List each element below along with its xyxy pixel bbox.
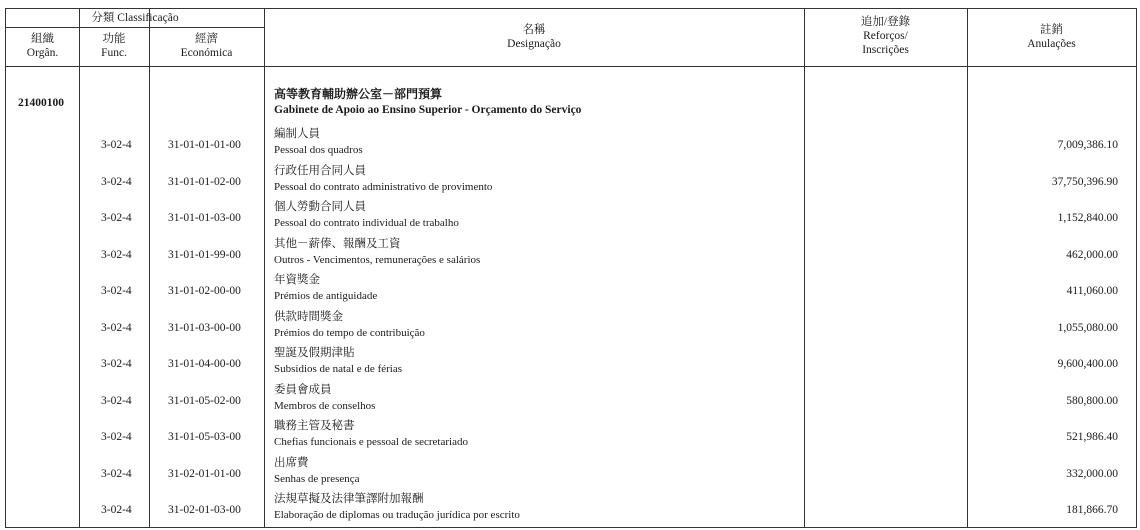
annulment-amount: 411,060.00 xyxy=(1066,285,1118,297)
designation-zh: 行政任用合同人員 xyxy=(274,163,366,177)
table-row xyxy=(6,381,1136,417)
table-row xyxy=(6,271,1136,307)
annulment-amount: 580,800.00 xyxy=(1066,395,1118,407)
table-row xyxy=(6,235,1136,271)
reinforcements-header-pt1: Reforços/ xyxy=(863,30,908,42)
func-code: 3-02-4 xyxy=(101,139,132,151)
designation-pt: Chefias funcionais e pessoal de secretariado xyxy=(274,436,468,448)
func-code: 3-02-4 xyxy=(101,431,132,443)
eco-code: 31-01-01-02-00 xyxy=(168,176,241,188)
annulment-amount: 9,600,400.00 xyxy=(1057,358,1118,370)
table-row xyxy=(6,344,1136,380)
func-code: 3-02-4 xyxy=(101,212,132,224)
designation-zh: 供款時間獎金 xyxy=(274,309,343,323)
eco-code: 31-01-01-99-00 xyxy=(168,249,241,261)
func-code: 3-02-4 xyxy=(101,322,132,334)
annulments-header-zh: 註銷 xyxy=(1040,24,1063,36)
reinforcements-header-pt2: Inscrições xyxy=(862,44,909,56)
designation-pt: Elaboração de diplomas ou tradução jurídica por escrito xyxy=(274,509,520,521)
eco-code: 31-01-03-00-00 xyxy=(168,322,241,334)
eco-code: 31-01-01-03-00 xyxy=(168,212,241,224)
designation-zh: 年資獎金 xyxy=(274,272,320,286)
table-row xyxy=(6,308,1136,344)
designation-pt: Prémios do tempo de contribuição xyxy=(274,327,425,339)
classification-zh: 分類 xyxy=(91,12,115,24)
annulments-header-pt: Anulações xyxy=(1027,38,1076,50)
reinforcements-header-zh: 追加/登錄 xyxy=(860,16,911,28)
organ-header xyxy=(6,32,79,60)
designation-zh: 編制人員 xyxy=(274,126,320,140)
designation-pt: Subsídios de natal e de férias xyxy=(274,363,402,375)
func-header-pt: Func. xyxy=(101,47,127,59)
designation-pt: Prémios de antiguidade xyxy=(274,290,378,302)
classification-pt: Classificação xyxy=(117,12,179,24)
designation-pt: Senhas de presença xyxy=(274,473,360,485)
designation-header-pt: Designação xyxy=(507,38,561,50)
func-code: 3-02-4 xyxy=(101,285,132,297)
annulment-amount: 332,000.00 xyxy=(1066,468,1118,480)
designation-zh: 出席費 xyxy=(274,455,309,469)
designation-pt: Membros de conselhos xyxy=(274,400,376,412)
func-code: 3-02-4 xyxy=(101,504,132,516)
organ-header-zh: 組織 xyxy=(31,33,54,45)
annulment-amount: 521,986.40 xyxy=(1066,431,1118,443)
eco-code: 31-01-05-03-00 xyxy=(168,431,241,443)
designation-zh: 聖誕及假期津貼 xyxy=(274,345,355,359)
classification-header xyxy=(6,11,264,25)
func-code: 3-02-4 xyxy=(101,176,132,188)
func-header-zh: 功能 xyxy=(102,33,126,45)
eco-code: 31-01-01-01-00 xyxy=(168,139,241,151)
section-title-zh: 高等教育輔助辦公室－部門預算 xyxy=(274,87,443,101)
eco-code: 31-01-02-00-00 xyxy=(168,285,241,297)
func-code: 3-02-4 xyxy=(101,395,132,407)
designation-pt: Pessoal do contrato individual de trabalho xyxy=(274,217,459,229)
annulment-amount: 1,055,080.00 xyxy=(1057,322,1118,334)
table-row xyxy=(6,198,1136,234)
designation-zh: 職務主管及秘書 xyxy=(274,418,355,432)
table-row xyxy=(6,454,1136,490)
eco-header xyxy=(149,32,264,60)
designation-header-zh: 名稱 xyxy=(522,24,546,36)
table-row xyxy=(6,125,1136,161)
header-bottom-line xyxy=(6,66,1136,67)
designation-pt: Pessoal dos quadros xyxy=(274,144,363,156)
annulment-amount: 462,000.00 xyxy=(1066,249,1118,261)
designation-zh: 法規草擬及法律筆譯附加報酬 xyxy=(274,491,424,505)
func-code: 3-02-4 xyxy=(101,468,132,480)
designation-zh: 委員會成員 xyxy=(274,382,332,396)
eco-code: 31-01-04-00-00 xyxy=(168,358,241,370)
eco-header-zh: 經濟 xyxy=(195,33,218,45)
classification-underline xyxy=(6,27,264,28)
organ-code: 21400100 xyxy=(18,97,64,109)
organ-header-pt: Orgân. xyxy=(26,47,59,59)
designation-zh: 其他－薪俸、報酬及工資 xyxy=(274,236,401,250)
designation-pt: Outros - Vencimentos, remunerações e salários xyxy=(274,254,481,266)
func-header xyxy=(79,32,149,60)
func-code: 3-02-4 xyxy=(101,358,132,370)
table-row xyxy=(6,490,1136,526)
reinforcements-header xyxy=(804,15,967,57)
budget-table xyxy=(5,8,1137,528)
section-title-pt: Gabinete de Apoio ao Ensino Superior - Orçamento do Serviço xyxy=(274,104,582,116)
annulment-amount: 181,866.70 xyxy=(1066,504,1118,516)
designation-zh: 個人勞動合同人員 xyxy=(274,199,366,213)
eco-header-pt: Económica xyxy=(180,47,233,59)
func-code: 3-02-4 xyxy=(101,249,132,261)
designation-header xyxy=(264,23,804,51)
designation-pt: Pessoal do contrato administrativo de provimento xyxy=(274,181,493,193)
table-row xyxy=(6,417,1136,453)
annulment-amount: 37,750,396.90 xyxy=(1051,176,1118,188)
eco-code: 31-02-01-03-00 xyxy=(168,504,241,516)
table-row xyxy=(6,162,1136,198)
eco-code: 31-02-01-01-00 xyxy=(168,468,241,480)
annulments-header xyxy=(967,23,1136,51)
eco-code: 31-01-05-02-00 xyxy=(168,395,241,407)
annulment-amount: 1,152,840.00 xyxy=(1057,212,1118,224)
annulment-amount: 7,009,386.10 xyxy=(1057,139,1118,151)
